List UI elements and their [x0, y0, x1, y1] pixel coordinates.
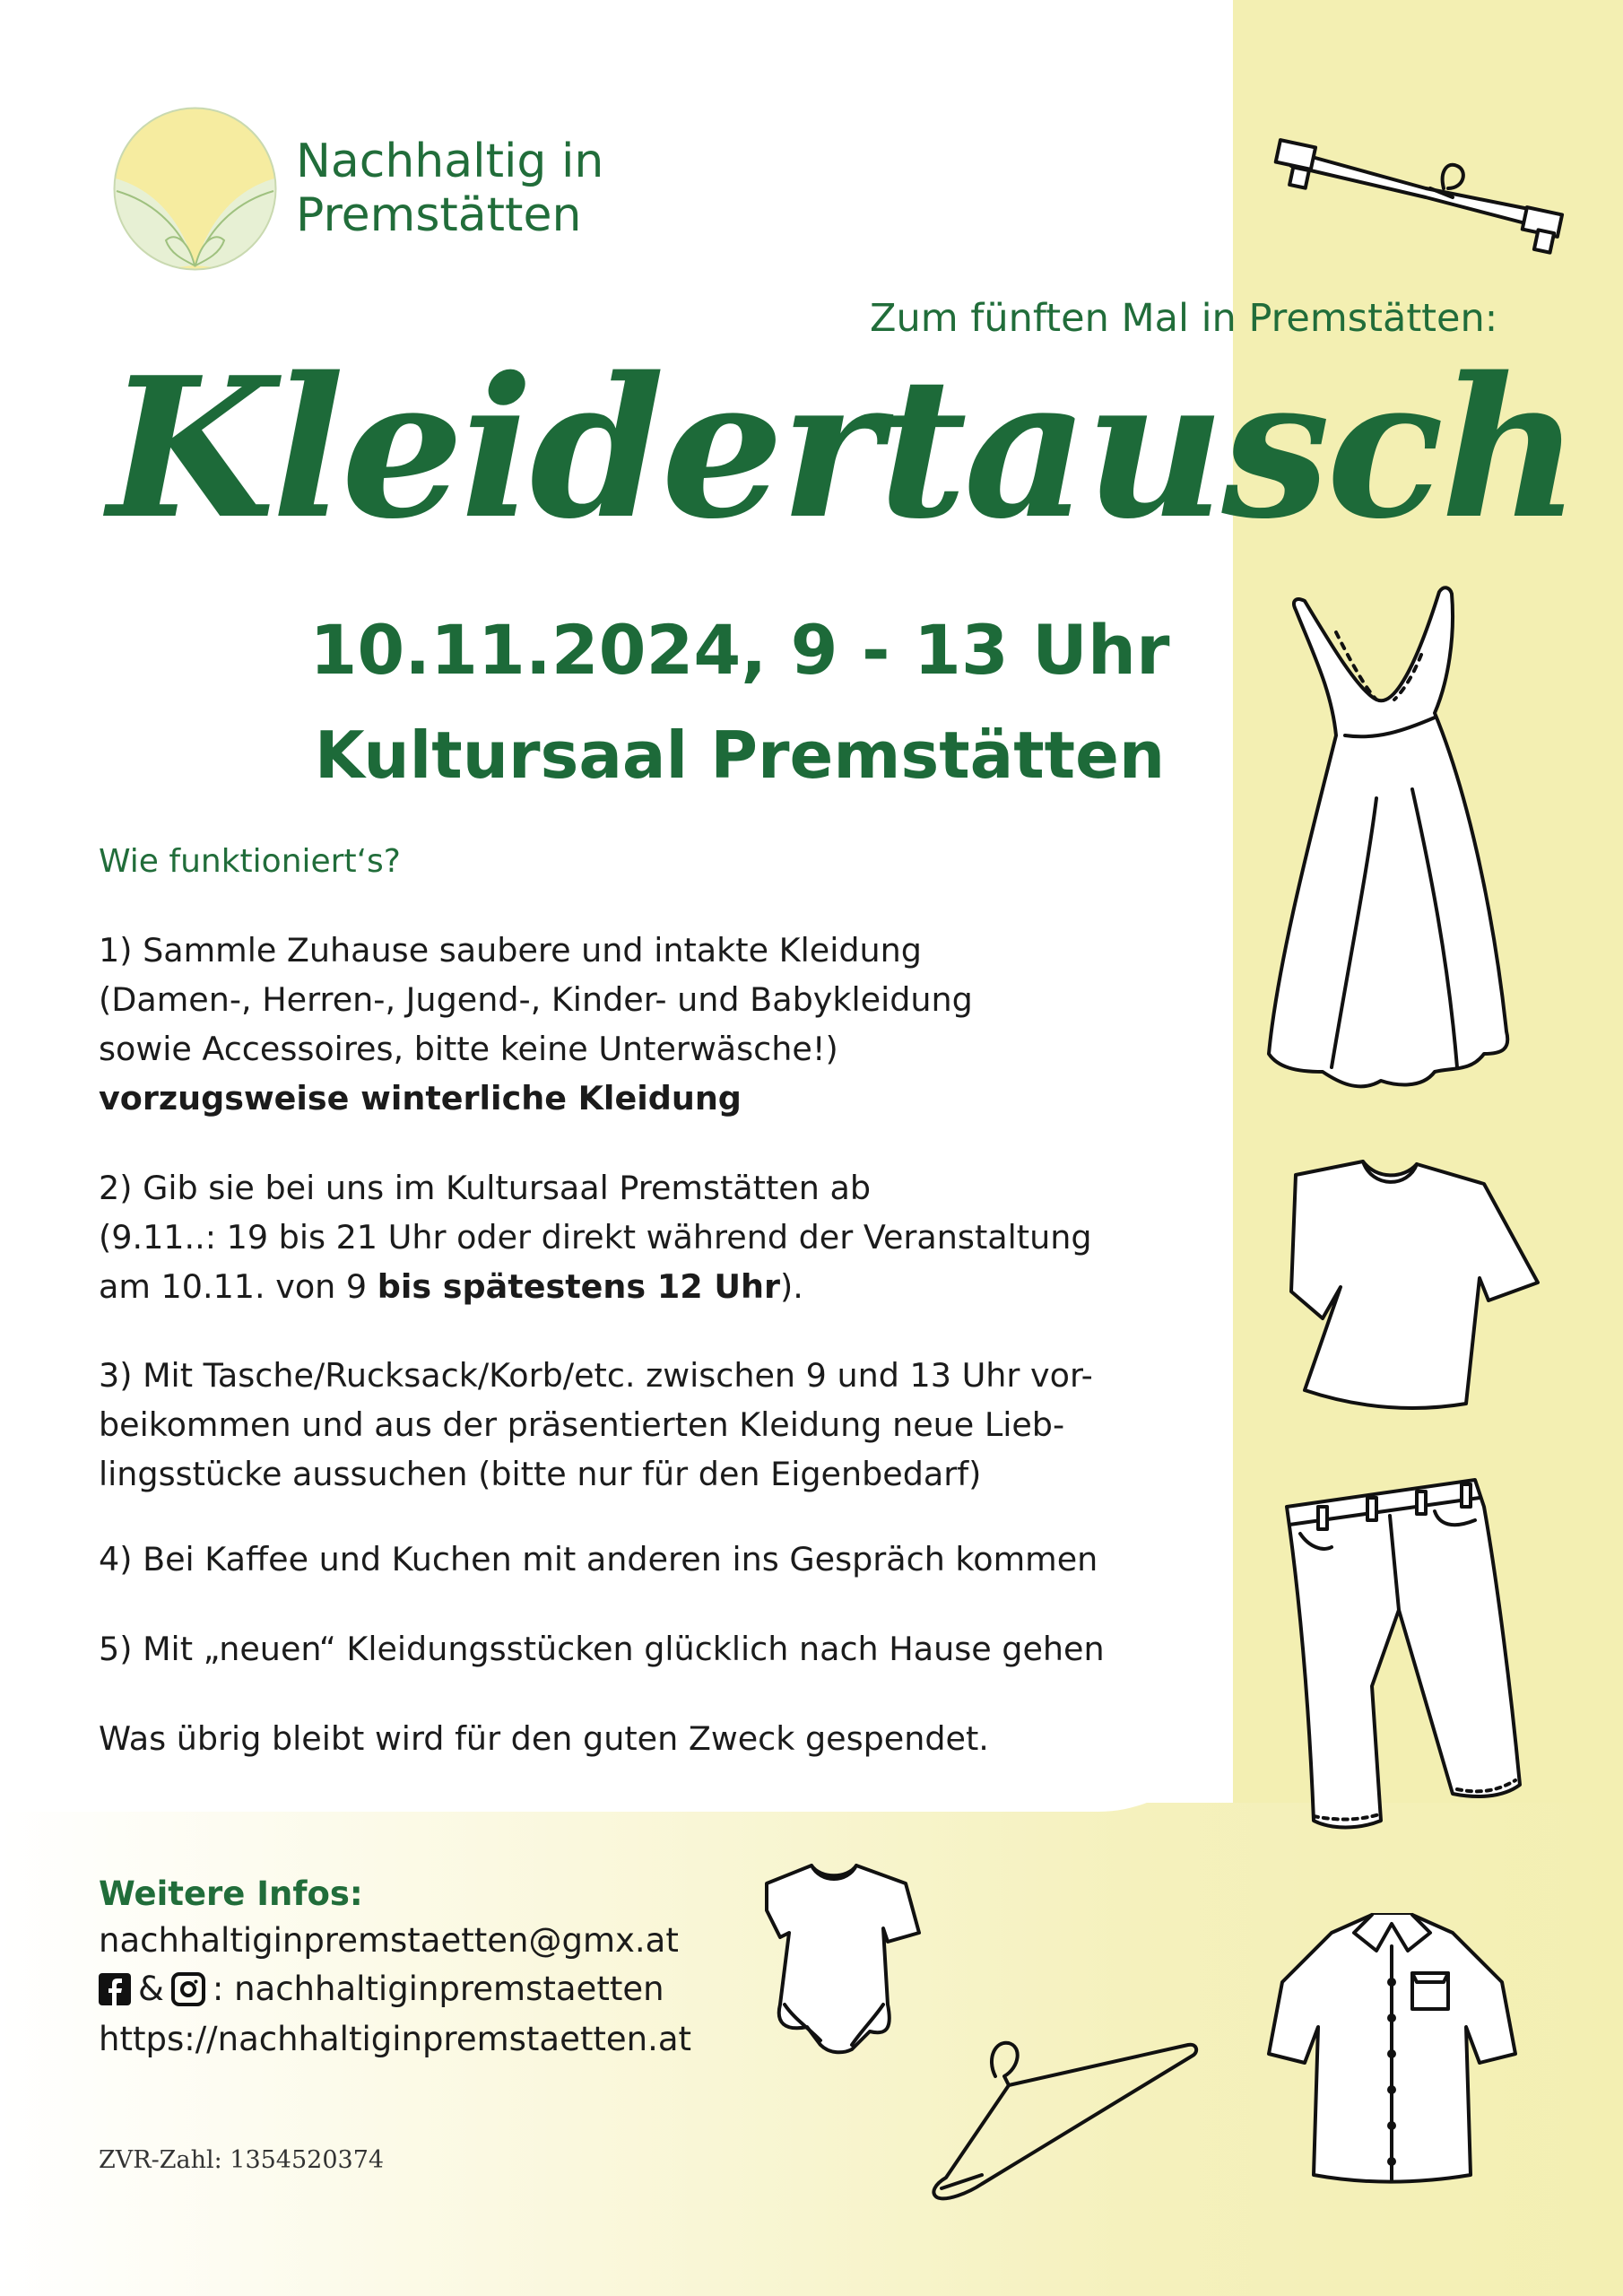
event-date: 10.11.2024, 9 - 13 Uhr — [309, 610, 1170, 690]
step-3-line-3: lingsstücke aussuchen (bitte nur für den Eigenbedarf) — [99, 1455, 982, 1493]
step-1-bold: vorzugsweise winterliche Kleidung — [99, 1079, 742, 1118]
shirt-icon — [1264, 1910, 1524, 2188]
step-4: 4) Bei Kaffee und Kuchen mit anderen ins Gespräch kommen — [99, 1540, 1098, 1578]
logo-text — [296, 135, 603, 242]
step-2-line-1: 2) Gib sie bei uns im Kultursaal Premstätten ab — [99, 1169, 871, 1207]
trousers-icon — [1282, 1475, 1524, 1834]
how-it-works-heading: Wie funktioniert‘s? — [99, 843, 401, 880]
step-2-line-3: am 10.11. von 9 bis spätestens 12 Uhr). — [99, 1267, 803, 1306]
step-1-line-1: 1) Sammle Zuhause saubere und intakte Kleidung — [99, 931, 922, 970]
baby-bodysuit-icon — [762, 1861, 924, 2063]
event-venue: Kultursaal Premstätten — [314, 718, 1166, 793]
tshirt-icon — [1287, 1157, 1547, 1417]
step-3 — [99, 1351, 1202, 1499]
logo-line-1: Nachhaltig in — [296, 135, 604, 188]
social-handle: : nachhaltiginpremstaetten — [212, 1970, 664, 2008]
social-ampersand: & — [138, 1970, 164, 2008]
step-5: 5) Mit „neuen“ Kleidungsstücken glücklich nach Hause gehen — [99, 1630, 1105, 1668]
main-title: Kleidertausch — [108, 335, 1577, 561]
step-3-line-2: beikommen und aus der präsentierten Kleidung neue Lieb- — [99, 1405, 1065, 1444]
website-link[interactable]: https://nachhaltiginpremstaetten.at — [99, 2020, 692, 2058]
subtitle: Zum fünften Mal in Premstätten: — [870, 296, 1498, 341]
zvr-number: ZVR-Zahl: 1354520374 — [99, 2146, 385, 2174]
hanger-bottom-icon — [919, 2018, 1215, 2233]
step-1-line-2: (Damen-, Herren-, Jugend-, Kinder- und Babykleidung — [99, 980, 973, 1019]
logo-mark — [112, 106, 278, 272]
email-link[interactable]: nachhaltiginpremstaetten@gmx.at — [99, 1921, 679, 1960]
step-1-line-3: sowie Accessoires, bitte keine Unterwäsche!) — [99, 1030, 838, 1068]
step-1 — [99, 926, 1202, 1123]
infos-heading: Weitere Infos: — [99, 1874, 363, 1913]
step-2 — [99, 1163, 1202, 1311]
social-line — [99, 1970, 664, 2008]
logo-line-2: Premstätten — [296, 188, 582, 242]
step-2-line-2: (9.11..: 19 bis 21 Uhr oder direkt während der Veranstaltung — [99, 1218, 1092, 1257]
instagram-icon[interactable] — [171, 1972, 205, 2006]
dress-icon — [1260, 583, 1556, 1103]
closing-note: Was übrig bleibt wird für den guten Zweck gespendet. — [99, 1719, 989, 1758]
hanger-top-icon — [1269, 99, 1565, 269]
step-3-line-1: 3) Mit Tasche/Rucksack/Korb/etc. zwischen 9 und 13 Uhr vor- — [99, 1356, 1093, 1395]
facebook-icon[interactable] — [99, 1973, 131, 2005]
